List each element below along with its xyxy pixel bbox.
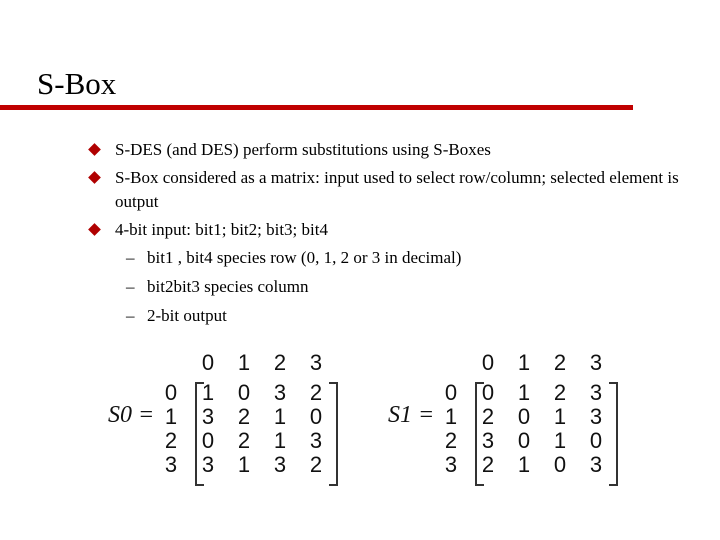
- matrix-cell: 0: [309, 404, 323, 429]
- matrix-cell: 3: [273, 380, 287, 405]
- column-header: 1: [517, 350, 531, 375]
- diamond-bullet-icon: [88, 171, 101, 184]
- sbox-matrix-s0: [108, 350, 348, 490]
- row-label: 1: [164, 404, 178, 429]
- left-bracket: [195, 382, 204, 486]
- column-header: 3: [309, 350, 323, 375]
- column-header: 2: [553, 350, 567, 375]
- matrix-cell: 0: [517, 404, 531, 429]
- bullet-text: S-DES (and DES) perform substitutions using S-Boxes: [115, 140, 491, 159]
- matrix-cell: 3: [201, 404, 215, 429]
- matrix-cell: 1: [237, 452, 251, 477]
- dash-marker: –: [126, 248, 135, 267]
- sub-bullet-item: [88, 275, 688, 299]
- matrix-cell: 1: [273, 404, 287, 429]
- matrix-cell: 0: [201, 428, 215, 453]
- bullet-text: S-Box considered as a matrix: input used to select row/column; selected element is output: [115, 168, 679, 211]
- row-label: 2: [164, 428, 178, 453]
- sub-bullet-text: 2-bit output: [147, 306, 227, 325]
- matrix-cell: 3: [589, 404, 603, 429]
- matrix-cell: 2: [237, 428, 251, 453]
- matrix-cell: 2: [309, 452, 323, 477]
- sub-bullet-text: bit2bit3 species column: [147, 277, 309, 296]
- matrix-cell: 0: [589, 428, 603, 453]
- matrix-cell: 2: [481, 404, 495, 429]
- column-header: 0: [201, 350, 215, 375]
- matrix-cell: 1: [517, 452, 531, 477]
- matrix-name: S0: [108, 402, 132, 428]
- matrix-cell: 2: [553, 380, 567, 405]
- sub-bullet-text: bit1 , bit4 species row (0, 1, 2 or 3 in decimal): [147, 248, 462, 267]
- column-header: 2: [273, 350, 287, 375]
- dash-marker: –: [126, 277, 135, 296]
- row-label: 1: [444, 404, 458, 429]
- right-bracket: [329, 382, 338, 486]
- slide-title: S-Box: [37, 66, 117, 101]
- matrix-cell: 3: [273, 452, 287, 477]
- matrix-cell: 3: [201, 452, 215, 477]
- matrix-cell: 0: [481, 380, 495, 405]
- matrix-cell: 0: [517, 428, 531, 453]
- column-header: 0: [481, 350, 495, 375]
- matrix-cell: 0: [553, 452, 567, 477]
- row-label: 0: [444, 380, 458, 405]
- matrix-name: S1: [388, 402, 412, 428]
- matrix-cell: 2: [237, 404, 251, 429]
- matrix-cell: 1: [517, 380, 531, 405]
- column-header: 3: [589, 350, 603, 375]
- matrix-cell: 3: [481, 428, 495, 453]
- bullet-item: [88, 138, 688, 162]
- sub-bullet-item: [88, 304, 688, 328]
- dash-marker: –: [126, 306, 135, 325]
- sbox-matrix-s1: [388, 350, 628, 490]
- row-label: 3: [444, 452, 458, 477]
- bullet-item: [88, 166, 688, 214]
- right-bracket: [609, 382, 618, 486]
- matrix-cell: 1: [201, 380, 215, 405]
- title-underline: [0, 105, 633, 110]
- row-label: 2: [444, 428, 458, 453]
- matrix-cell: 1: [553, 404, 567, 429]
- left-bracket: [475, 382, 484, 486]
- diamond-bullet-icon: [88, 143, 101, 156]
- matrix-cell: 3: [309, 428, 323, 453]
- sub-bullet-item: [88, 246, 688, 270]
- matrix-cell: 3: [589, 380, 603, 405]
- bullet-item: [88, 218, 688, 242]
- matrix-cell: 1: [273, 428, 287, 453]
- matrix-cell: 2: [309, 380, 323, 405]
- equals-sign: =: [418, 402, 435, 428]
- matrix-cell: 1: [553, 428, 567, 453]
- row-label: 3: [164, 452, 178, 477]
- column-header: 1: [237, 350, 251, 375]
- matrix-cell: 3: [589, 452, 603, 477]
- equals-sign: =: [138, 402, 155, 428]
- diamond-bullet-icon: [88, 223, 101, 236]
- bullet-list: [88, 138, 688, 333]
- bullet-text: 4-bit input: bit1; bit2; bit3; bit4: [115, 220, 328, 239]
- matrix-cell: 2: [481, 452, 495, 477]
- matrix-cell: 0: [237, 380, 251, 405]
- row-label: 0: [164, 380, 178, 405]
